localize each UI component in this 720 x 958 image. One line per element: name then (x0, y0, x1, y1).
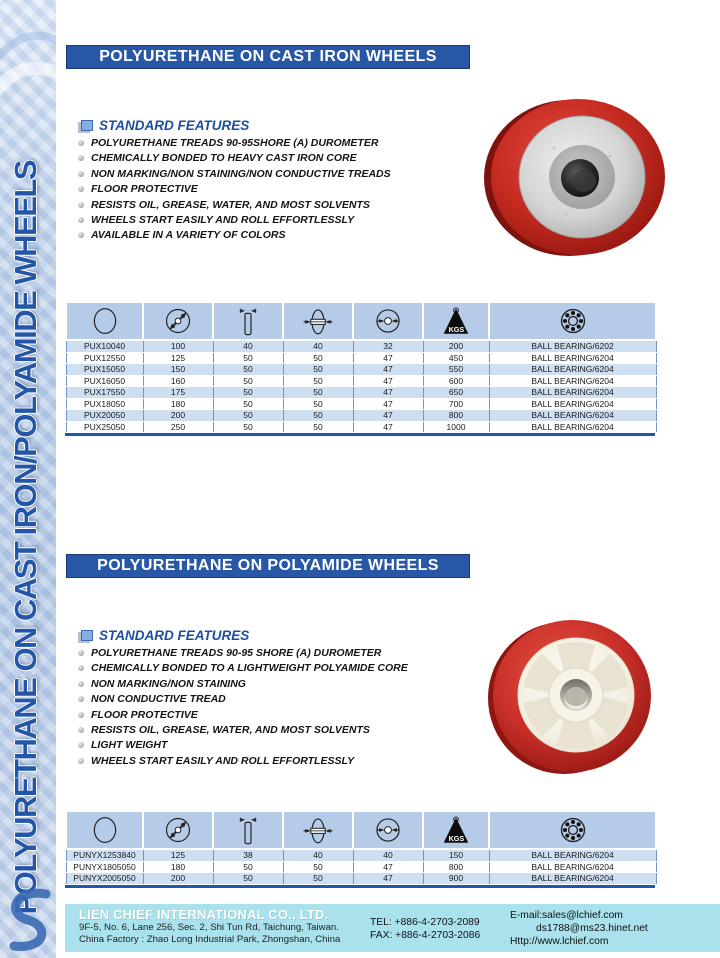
features-title: STANDARD FEATURES (99, 628, 250, 643)
diameter-icon (143, 302, 213, 340)
feature-item (78, 740, 458, 751)
sidebar (0, 0, 56, 958)
feature-item (78, 184, 458, 195)
ball-bearing-icon (489, 811, 656, 849)
features-bullet-square-icon (81, 630, 93, 641)
table-cell: 32 (353, 340, 423, 352)
feature-text: NON CONDUCTIVE TREAD (91, 693, 226, 706)
feature-item (78, 725, 458, 736)
email-secondary: ds1788@ms23.hinet.net (536, 923, 648, 935)
bullet-icon (78, 171, 84, 177)
table-cell: 50 (283, 364, 353, 376)
table-cell: 47 (353, 387, 423, 399)
company-name: LIEN CHIEF INTERNATIONAL CO., LTD. (79, 907, 329, 922)
bullet-icon (78, 186, 84, 192)
bullet-icon (78, 140, 84, 146)
feature-item (78, 694, 458, 705)
feature-item (78, 138, 458, 149)
table-cell: 47 (353, 375, 423, 387)
table-cell: 40 (283, 849, 353, 861)
table-row (66, 873, 656, 885)
spec-table-polyamide (65, 810, 655, 888)
table-cell: 200 (423, 340, 489, 352)
table-cell: 50 (213, 421, 283, 433)
table-cell: BALL BEARING/6204 (489, 410, 656, 422)
table-cell: 50 (213, 387, 283, 399)
features-heading (78, 118, 458, 133)
table-cell: PUX18050 (66, 398, 143, 410)
table-cell: 450 (423, 352, 489, 364)
tread-width-icon (213, 811, 283, 849)
table-cell: 40 (213, 340, 283, 352)
tread-width-icon (213, 302, 283, 340)
table-cell: 50 (283, 873, 353, 885)
table-cell: BALL BEARING/6204 (489, 873, 656, 885)
company-address-taiwan: 9F-5, No. 6, Lane 256, Sec. 2, Shi Tun Rd, Taichung, Taiwan. (79, 922, 339, 933)
hub-length-icon (283, 811, 353, 849)
table-cell: PUNYX2005050 (66, 873, 143, 885)
table-cell: PUX10040 (66, 340, 143, 352)
table-cell: BALL BEARING/6204 (489, 861, 656, 873)
features-heading (78, 628, 458, 643)
feature-item (78, 230, 458, 241)
table-cell: 40 (353, 849, 423, 861)
table-cell: PUX16050 (66, 375, 143, 387)
bullet-icon (78, 742, 84, 748)
icon-header-row (66, 302, 656, 340)
table-cell: 1000 (423, 421, 489, 433)
table-cell: PUX25050 (66, 421, 143, 433)
section-banner-polyamide (66, 554, 470, 578)
table-cell: PUX17550 (66, 387, 143, 399)
table-row (66, 364, 656, 376)
table-cell: 50 (283, 387, 353, 399)
table-cell: 47 (353, 873, 423, 885)
table-cell: 175 (143, 387, 213, 399)
table-cell: 250 (143, 421, 213, 433)
table-row (66, 849, 656, 861)
hub-length-icon (283, 302, 353, 340)
table-cell: 150 (143, 364, 213, 376)
section-banner-cast-iron (66, 45, 470, 69)
features-block-cast-iron (78, 118, 458, 246)
table-cell: PUX20050 (66, 410, 143, 422)
sidebar-vertical-title: POLYURETHANE ON CAST IRON/POLYAMIDE WHEELS (8, 160, 43, 914)
load-capacity-icon (423, 811, 489, 849)
spec-table-cast-iron (65, 301, 655, 436)
bullet-icon (78, 681, 84, 687)
table-cell: 200 (143, 410, 213, 422)
icon-header-row (66, 811, 656, 849)
table-cell: BALL BEARING/6204 (489, 352, 656, 364)
svg-text:KGS: KGS (448, 325, 465, 335)
features-list (78, 138, 458, 241)
feature-text: CHEMICALLY BONDED TO HEAVY CAST IRON CORE (91, 152, 357, 165)
decorative-swirl-icon (0, 886, 56, 958)
table-cell: 200 (143, 873, 213, 885)
table-cell: 900 (423, 873, 489, 885)
feature-text: AVAILABLE IN A VARIETY OF COLORS (91, 229, 286, 242)
table-row (66, 410, 656, 422)
feature-item (78, 663, 458, 674)
table-cell: 47 (353, 861, 423, 873)
table-cell: 550 (423, 364, 489, 376)
feature-text: POLYURETHANE TREADS 90-95SHORE (A) DUROMETER (91, 137, 379, 149)
table-cell: 47 (353, 421, 423, 433)
bore-diameter-icon (353, 811, 423, 849)
table-cell: 180 (143, 398, 213, 410)
tel-number: TEL: +886-4-2703-2089 (370, 917, 480, 928)
table-cell: 50 (283, 352, 353, 364)
table-body (66, 340, 656, 433)
table-cell: 47 (353, 352, 423, 364)
bullet-icon (78, 217, 84, 223)
table-row (66, 340, 656, 352)
bullet-icon (78, 202, 84, 208)
table-cell: 700 (423, 398, 489, 410)
table-row (66, 861, 656, 873)
table-cell: 50 (283, 421, 353, 433)
table-cell: 160 (143, 375, 213, 387)
feature-text: WHEELS START EASILY AND ROLL EFFORTLESSLY (91, 754, 355, 767)
company-footer (65, 904, 720, 952)
fax-number: FAX: +886-4-2703-2086 (370, 930, 481, 941)
table-cell: 40 (283, 340, 353, 352)
table-cell: 50 (283, 410, 353, 422)
banner-title: POLYURETHANE ON CAST IRON WHEELS (99, 48, 437, 65)
bullet-icon (78, 727, 84, 733)
feature-item (78, 200, 458, 211)
decorative-arc (0, 0, 56, 120)
feature-text: FLOOR PROTECTIVE (91, 183, 198, 196)
feature-text: FLOOR PROTECTIVE (91, 708, 198, 721)
company-address-china: China Factory : Zhao Long Industrial Park, Zhongshan, China (79, 934, 341, 946)
table-cell: 47 (353, 364, 423, 376)
feature-text: NON MARKING/NON STAINING/NON CONDUCTIVE TREADS (91, 167, 391, 180)
bore-diameter-icon (353, 302, 423, 340)
table-cell: BALL BEARING/6202 (489, 340, 656, 352)
feature-item (78, 710, 458, 721)
feature-text: POLYURETHANE TREADS 90-95 SHORE (A) DUROMETER (91, 647, 382, 659)
table-cell: 50 (213, 410, 283, 422)
feature-item (78, 756, 458, 767)
table-cell: BALL BEARING/6204 (489, 364, 656, 376)
bullet-icon (78, 650, 84, 656)
table-cell: 650 (423, 387, 489, 399)
table-cell: 100 (143, 340, 213, 352)
feature-text: LIGHT WEIGHT (91, 739, 168, 752)
table-cell: 800 (423, 861, 489, 873)
bullet-icon (78, 758, 84, 764)
table-cell: PUNYX1805050 (66, 861, 143, 873)
bullet-icon (78, 232, 84, 238)
feature-item (78, 679, 458, 690)
wheel-icon (66, 302, 143, 340)
feature-text: RESISTS OIL, GREASE, WATER, AND MOST SOLVENTS (91, 723, 370, 736)
table-cell: 38 (213, 849, 283, 861)
table-cell: PUX12550 (66, 352, 143, 364)
diameter-icon (143, 811, 213, 849)
footer-phone-block (370, 904, 510, 952)
table-cell: 150 (423, 849, 489, 861)
table-cell: PUX15050 (66, 364, 143, 376)
table-cell: 47 (353, 398, 423, 410)
table-cell: BALL BEARING/6204 (489, 849, 656, 861)
features-block-polyamide (78, 628, 458, 771)
footer-online-block (510, 904, 648, 952)
table-cell: BALL BEARING/6204 (489, 387, 656, 399)
ball-bearing-icon (489, 302, 656, 340)
features-bullet-square-icon (81, 120, 93, 131)
table-cell: 50 (213, 352, 283, 364)
banner-title: POLYURETHANE ON POLYAMIDE WHEELS (97, 557, 439, 574)
table-row (66, 352, 656, 364)
table-cell: 125 (143, 352, 213, 364)
feature-item (78, 153, 458, 164)
wheel-icon (66, 811, 143, 849)
table-cell: PUNYX1253840 (66, 849, 143, 861)
feature-text: CHEMICALLY BONDED TO A LIGHTWEIGHT POLYAMIDE CORE (91, 662, 408, 675)
feature-item (78, 215, 458, 226)
feature-text: NON MARKING/NON STAINING (91, 677, 246, 690)
table-body (66, 849, 656, 884)
table-cell: BALL BEARING/6204 (489, 375, 656, 387)
table-row (66, 398, 656, 410)
table-cell: 180 (143, 861, 213, 873)
table-cell: 50 (283, 861, 353, 873)
table-cell: 800 (423, 410, 489, 422)
bullet-icon (78, 155, 84, 161)
table-cell: 50 (283, 398, 353, 410)
table-row (66, 375, 656, 387)
feature-text: WHEELS START EASILY AND ROLL EFFORTLESSLY (91, 213, 355, 226)
table-row (66, 421, 656, 433)
feature-text: RESISTS OIL, GREASE, WATER, AND MOST SOLVENTS (91, 198, 370, 211)
feature-item (78, 169, 458, 180)
table-cell: 50 (213, 861, 283, 873)
bullet-icon (78, 712, 84, 718)
table-cell: 50 (213, 873, 283, 885)
load-capacity-icon (423, 302, 489, 340)
table-cell: 125 (143, 849, 213, 861)
table-cell: 50 (213, 398, 283, 410)
table-cell: BALL BEARING/6204 (489, 421, 656, 433)
feature-item (78, 648, 458, 659)
table-cell: 50 (283, 375, 353, 387)
features-list (78, 648, 458, 767)
table-cell: 600 (423, 375, 489, 387)
svg-text:KGS: KGS (448, 834, 465, 844)
table-cell: 50 (213, 364, 283, 376)
table-cell: BALL BEARING/6204 (489, 398, 656, 410)
cast-iron-wheel-photo (482, 96, 674, 263)
footer-company-block (65, 904, 370, 952)
email-primary: E-mail:sales@lchief.com (510, 910, 623, 921)
table-cell: 50 (213, 375, 283, 387)
polyamide-wheel-photo (487, 618, 655, 783)
table-cell: 47 (353, 410, 423, 422)
website-url: Http://www.lchief.com (510, 936, 609, 948)
bullet-icon (78, 696, 84, 702)
features-title: STANDARD FEATURES (99, 118, 250, 133)
bullet-icon (78, 665, 84, 671)
table-row (66, 387, 656, 399)
